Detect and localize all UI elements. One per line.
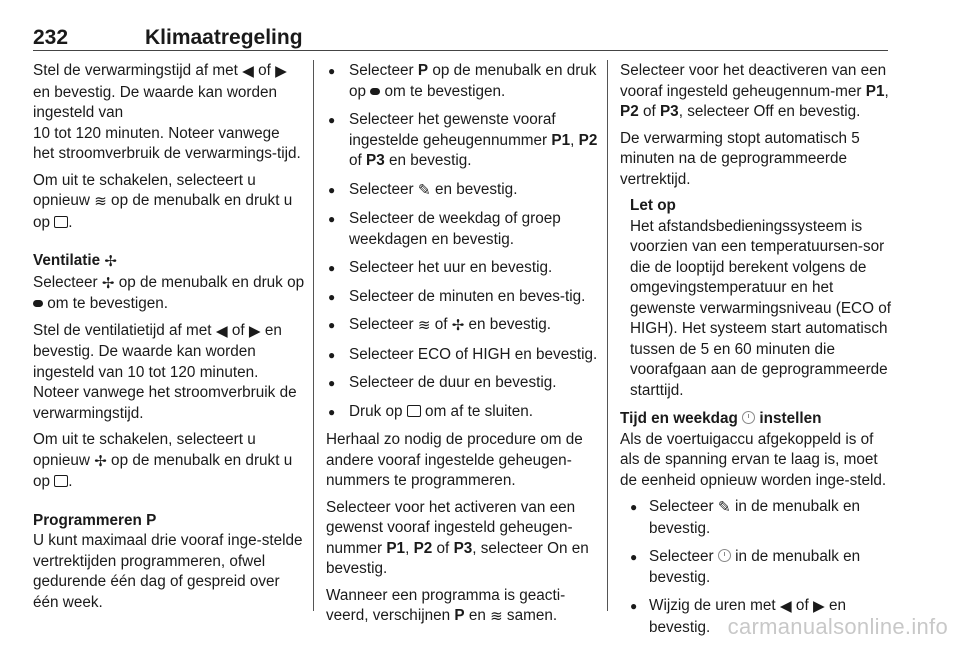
heat-waves-icon: ≋	[490, 608, 503, 625]
list-item: ● Druk op om af te sluiten.	[326, 402, 598, 423]
page-title: Klimaatregeling	[145, 26, 303, 49]
right-arrow-icon: ▶	[275, 63, 287, 80]
column-3	[620, 61, 892, 646]
programming-steps-list	[326, 61, 598, 422]
paragraph-repeat: Herhaal zo nodig de procedure om de andere vooraf ingestelde geheugen-nummers te programmeren.	[326, 431, 583, 489]
paragraph-deactivate: Selecteer voor het deactiveren van een vooraf ingesteld geheugennum-mer P1, P2 of P3, selecteer Off en bevestig.	[620, 62, 889, 120]
paragraph-heating-time: Stel de verwarmingstijd af met ◀ of ▶ en bevestig. De waarde kan worden ingesteld van 10 tot 120 minuten. Noteer vanwege het stroomverbruik de verwarmings-tijd.	[33, 62, 301, 162]
list-item: ● Selecteer de weekdag of groep weekdagen en bevestig.	[326, 209, 598, 250]
note-body: Het afstandsbedieningssysteem is voorzien van een temperatuursen-sor die de looptijd berekent volgens de omgevingstemperatuur en het gewenste verwarmingsniveau (ECO of HIGH). Het systeem start automatisch tussen de 5 en 60 minuten die voorafgaan aan de geprogrammeerde starttijd.	[630, 217, 892, 399]
paragraph-switch-off-fan: Om uit te schakelen, selecteert u opnieuw ✢ op de menubalk en drukt u op .	[33, 431, 293, 490]
square-button-icon	[54, 216, 68, 228]
watermark: carmanualsonline.info	[727, 614, 948, 639]
left-arrow-icon: ◀	[242, 63, 254, 80]
list-item: ● Selecteer ≋ of ✢ en bevestig.	[326, 315, 598, 337]
square-button-icon	[407, 405, 421, 417]
paragraph-activated: Wanneer een programma is geacti-veerd, verschijnen P en ≋ samen.	[326, 586, 598, 628]
list-item: ● Selecteer de minuten en beves-tig.	[326, 287, 598, 308]
tool-icon: ✎	[417, 181, 431, 199]
heat-waves-icon: ≋	[94, 193, 107, 210]
pill-button-icon	[370, 88, 380, 95]
paragraph-ventilation-time: Stel de ventilatietijd af met ◀ of ▶ en bevestig. De waarde kan worden ingesteld van 10 tot 120 minuten. Noteer vanwege het stroomverbruik de verwarmingstijd.	[33, 321, 297, 422]
list-item: ● Selecteer P op de menubalk en druk op om te bevestigen.	[326, 61, 598, 102]
fan-icon: ✢	[104, 253, 117, 270]
right-arrow-icon: ▶	[812, 598, 825, 615]
list-item: ● Selecteer ✎ in de menubalk en bevestig.	[620, 497, 892, 539]
fan-icon: ✢	[94, 452, 107, 470]
left-arrow-icon: ◀	[779, 598, 792, 615]
paragraph-battery: Als de voertuigaccu afgekoppeld is of als de spanning ervan te laag is, moet de eenheid opnieuw worden inge-steld.	[620, 430, 887, 489]
paragraph-activate: Selecteer voor het activeren van een gewenst vooraf ingesteld geheugen-nummer P1, P2 of P3, selecteer On en bevestig.	[326, 498, 589, 577]
list-item: ● Selecteer ✎ en bevestig.	[326, 180, 598, 202]
paragraph-programming-intro: U kunt maximaal drie vooraf inge-stelde vertrektijden programmeren, ofwel gedurende één dag of gespreid over één week.	[33, 532, 303, 611]
paragraph-auto-stop: De verwarming stopt automatisch 5 minuten na de geprogrammeerde vertrektijd.	[620, 129, 860, 188]
note-box	[620, 196, 892, 401]
heat-waves-icon: ≋	[417, 317, 431, 334]
left-arrow-icon: ◀	[215, 322, 228, 340]
clock-icon	[718, 549, 731, 562]
page-number: 232	[33, 26, 69, 49]
list-item: ● Selecteer in de menubalk en bevestig.	[620, 547, 892, 588]
square-button-icon	[54, 475, 68, 487]
list-item: ● Wijzig de uren met ◀ of ▶ en bevestig.	[620, 596, 892, 638]
heading-tijd-weekdag: Tijd en weekdag instellen	[620, 410, 822, 427]
column-divider-1	[313, 60, 314, 611]
pill-button-icon	[33, 300, 43, 307]
column-2	[326, 61, 598, 634]
list-item: ● Selecteer ECO of HIGH en bevestig.	[326, 345, 598, 366]
list-item: ● Selecteer het uur en bevestig.	[326, 258, 598, 279]
list-item: ● Selecteer de duur en bevestig.	[326, 373, 598, 394]
heading-ventilatie: Ventilatie ✢	[33, 251, 305, 273]
heading-programmeren: Programmeren P	[33, 511, 157, 529]
header-rule	[33, 50, 888, 51]
tool-icon: ✎	[717, 499, 731, 516]
list-item: ● Selecteer het gewenste vooraf ingestelde geheugennummer P1, P2 of P3 en bevestig.	[326, 110, 598, 172]
clock-icon	[742, 411, 755, 424]
column-1	[33, 61, 305, 619]
column-divider-2	[607, 60, 608, 611]
paragraph-switch-off-heating: Om uit te schakelen, selecteert u opnieuw ≋ op de menubalk en drukt u op .	[33, 171, 293, 231]
fan-icon: ✢	[451, 317, 465, 334]
right-arrow-icon: ▶	[248, 322, 261, 340]
paragraph-select-fan: Selecteer ✢ op de menubalk en druk op om te bevestigen.	[33, 273, 305, 312]
fan-icon: ✢	[101, 274, 115, 292]
note-title: Let op	[630, 197, 676, 214]
